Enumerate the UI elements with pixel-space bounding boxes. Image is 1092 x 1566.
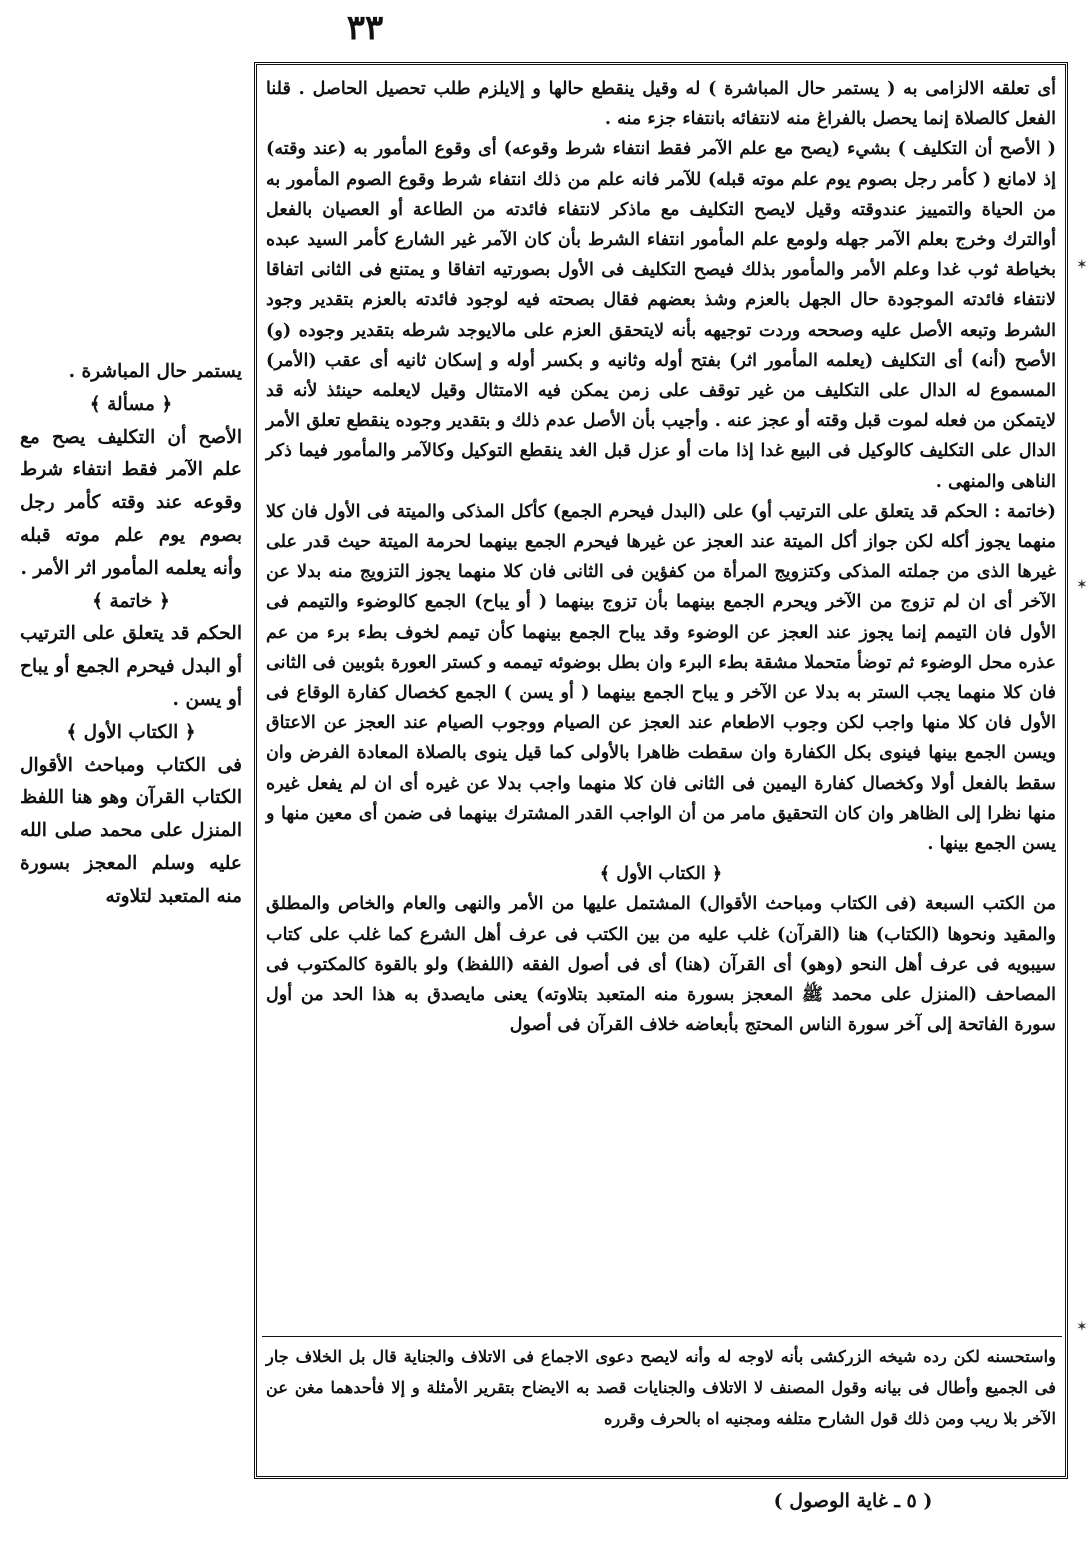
margin-heading: ﴿ الكتاب الأول ﴾ [66,721,196,743]
main-text-body [266,74,1056,1334]
footer-signature: ( ٥ ـ غاية الوصول ) [773,1490,933,1512]
margin-text: الحكم قد يتعلق على الترتيب أو البدل فيحرم الجمع أو يباح أو يسن . [20,623,242,710]
main-paragraph: من الكتب السبعة (فى الكتاب ومباحث الأقوال) المشتمل عليها من الأمر والنهى والعام والخاص والمطلق والمقيد ونحوها (الكتاب) هنا (القرآن) غلب عليه من بين الكتب فى عرف أهل الشرع كما غلب على كتاب سيبويه فى عرف أهل النحو (وهو) أى القرآن (هنا) أى فى أصول الفقه (اللفظ) ولو بالقوة كالمكتوب فى المصاحف (المنزل على محمد ﷺ المعجز بسورة منه المتعبد بتلاوته) يعنى مايصدق به هذا الحد من أول سورة الفاتحة إلى آخر سورة الناس المحتج بأبعاضه خلاف القرآن فى أصول [266,893,1056,1036]
margin-heading: ﴿ خاتمة ﴾ [92,590,170,612]
margin-heading: ﴿ مسألة ﴾ [89,393,173,415]
page-number: ٣٣ [346,8,384,48]
main-paragraph: أى تعلقه الالزامى به ( يستمر حال المباشرة ) له وقيل ينقطع حالها و إلايلزم طلب تحصيل الحاصل . قلنا الفعل كالصلاة إنما يحصل بالفراغ منه لانتفائه بانتفاء جزء منه . [266,78,1056,130]
main-paragraph: ( الأصح أن التكليف ) بشيء (يصح مع علم الآمر فقط انتفاء شرط وقوعه) أى وقوع المأمور به (عند وقته) إذ لامانع ( كأمر رجل بصوم يوم علم موته قبله) للآمر فانه علم من ذلك انتفاء شرط وقوع الصوم المأمور به من الحياة والتمييز عندوقته وقيل لايصح التكليف مع ماذكر لانتفاء فائدته من الطاعة أو العصيان بالفعل أوالترك وخرج بعلم الآمر جهله ولومع علم المأمور انتفاء الشرط بأن كان الآمر غير الشارع كأمر السيد عبده بخياطة ثوب غدا وعلم الأمر والمأمور بذلك فيصح التكليف فى الأول بصورتيه اتفاقا و يمتنع فى الثانى اتفاقا لانتفاء فائدته الموجودة حال الجهل بالعزم وشذ بعضهم فقال بصحته فيه لوجود فائدته بالعزم بتقدير وجود الشرط وتبعه الأصل عليه وصححه وردت توجيهه بأنه لايتحقق العزم على مالايوجد شرطه بتقدير وجوده (و) الأصح (أنه) أى التكليف (يعلمه المأمور اثر) بفتح أوله وثانيه و بكسر أوله و إسكان ثانيه أى عقب (الأمر) المسموع له الدال على التكليف من غير توقف على زمن يمكن فيه الامتثال وقيل لايعلمه حينئذ لأنه قد لايتمكن من فعله لموت قبل وقته أو عجز عنه . وأجيب بأن الأصل عدم ذلك و بتقدير وجوده ينقطع تعلق الأمر الدال على التكليف كالوكيل فى البيع غدا إذا مات أو عزل قبل الغد ينقطع التوكيل وكالآمر والمأمور فيما ذكر الناهى والمنهى . [266,138,1056,492]
edge-speck-mark: ✶ [1076,257,1088,273]
footnote [266,1341,1056,1475]
edge-speck-mark: ✶ [1076,577,1088,593]
margin-column [20,356,242,907]
section-heading: ﴿ الكتاب الأول ﴾ [599,863,723,885]
margin-text: الأصح أن التكليف يصح مع علم الآمر فقط انتفاء شرط وقوعه عند وقته كأمر رجل بصوم يوم علم موته قبله وأنه يعلمه المأمور اثر الأمر . [20,426,242,579]
main-paragraph: (خاتمة : الحكم قد يتعلق على الترتيب أو) على (البدل فيحرم الجمع) كأكل المذكى والميتة فى الأول فان كلا منهما يجوز أكله لكن جواز أكل الميتة عند العجز عن غيرها فيحرم الجمع بينهما لحرمة الميتة حيث قدر على غيرها الذى من جملته المذكى وكتزويج المرأة من كفؤين فى الثانى فان كلا منهما يجوز التزويج منه بدلا عن الآخر أى ان لم تزوج من الآخر ويحرم الجمع بينهما بأن تزوج بينهما ( أو يباح) الجمع كالوضوء والتيمم فى الأول فان التيمم إنما يجوز عند العجز عن الوضوء وقد يباح الجمع بينهما كأن تيمم لخوف بطء برء من عم عذره محل الوضوء ثم توضأ متحملا مشقة بطء البرء وان بطل بوضوئه تيممه و كستر العورة بثوبين فى الثانى فان كلا منهما يجب الستر به بدلا عن الآخر و يباح الجمع بينهما ( أو يسن ) الجمع كخصال كفارة الوقاع فى الأول فان كلا منها واجب لكن وجوب الاطعام عند العجز عن الصيام ووجوب الصيام عند العجز عن الاعتاق ويسن الجمع بينها فينوى بكل الكفارة وان سقطت ظاهرا بالأولى كما قيل ينوى بالصلاة المعادة الفرض وان سقط بالفعل أولا وكخصال كفارة اليمين فى الثانى فان كلا منهما واجب بدلا عن غيره أى ان لم يفعل غيره منها نظرا إلى الظاهر وان كان التحقيق مامر من أن الواجب القدر المشترك بينهما فى ضمن أى معين منها و يسن الجمع بينها . [266,500,1056,855]
footnote-divider [262,1336,1062,1337]
margin-text: يستمر حال المباشرة . [68,361,242,382]
margin-text: فى الكتاب ومباحث الأقوال الكتاب القرآن وهو هنا اللفظ المنزل على محمد صلى الله عليه وسلم المعجز بسورة منه المتعبد لتلاوته [20,754,242,907]
footnote-paragraph: واستحسنه لكن رده شيخه الزركشى بأنه لاوجه له وأنه لايصح دعوى الاجماع فى الاتلاف والجناية قال بل الخلاف جار فى الجميع وأطال فى بيانه وقول المصنف لا الاتلاف والجنايات قصد به الايضاح بتقرير الأمثلة و إلا فأحدهما مغن عن الآخر بلا ريب ومن ذلك قول الشارح متلفه ومجنيه اه بالحرف وقرره [266,1347,1056,1428]
edge-speck-mark: ✶ [1076,1319,1088,1335]
